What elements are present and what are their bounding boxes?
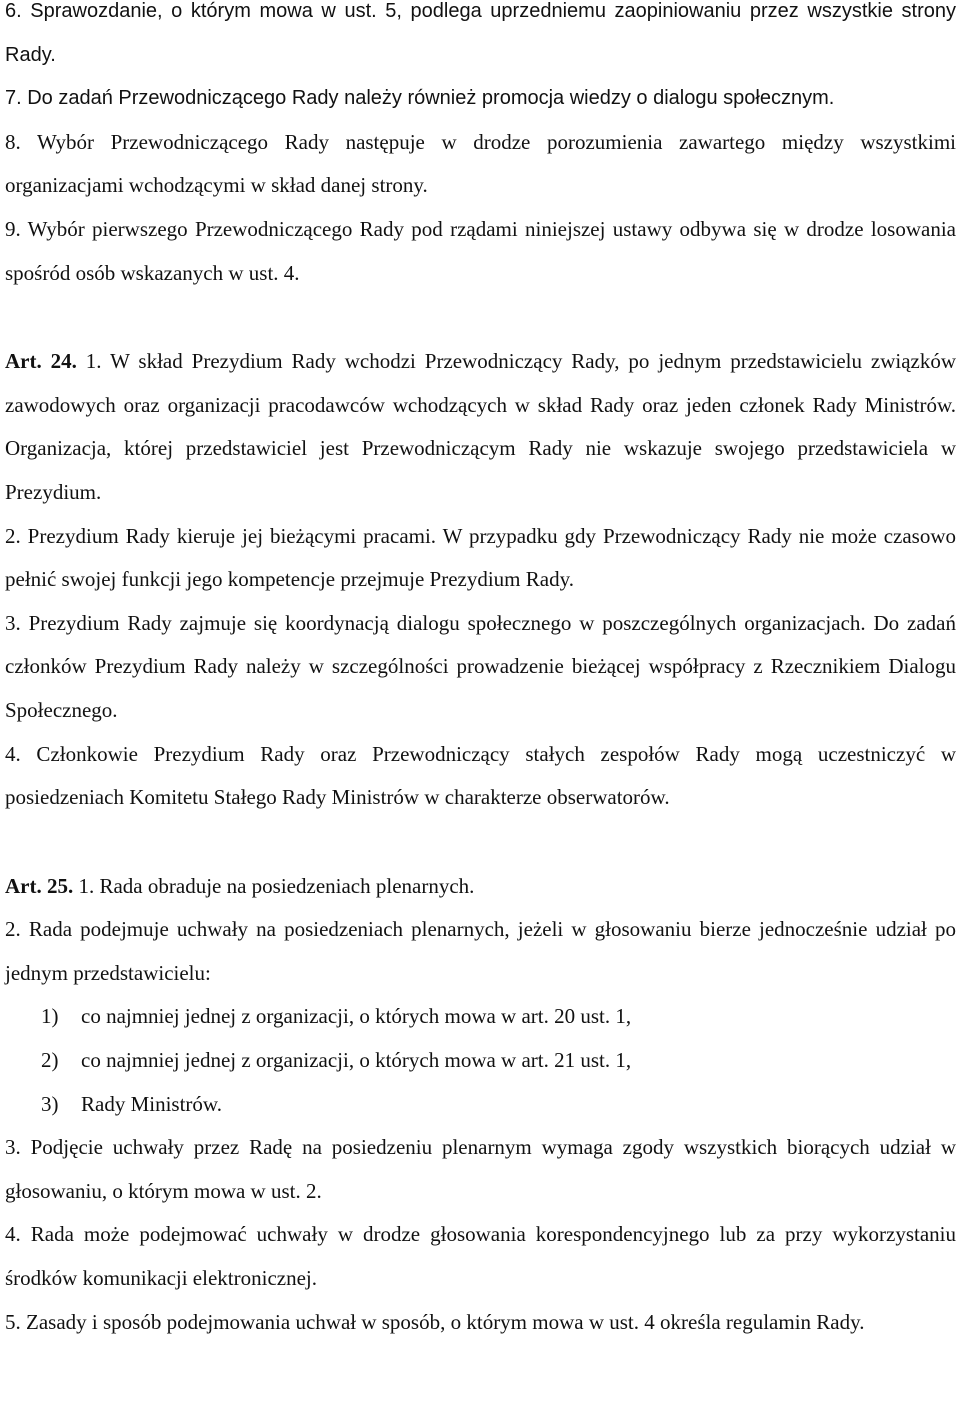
paragraph-9: 9. Wybór pierwszego Przewodniczącego Rady pod rządami niniejszej ustawy odbywa się w drodze losowania spośród osób wskazanych w ust. 4. (5, 216, 956, 285)
art-24-paragraph-1-text: 1. W skład Prezydium Rady wchodzi Przewodniczący Rady, po jednym przedstawicielu związków zawodowych oraz organizacji pracodawców wchodzących w skład Rady oraz jeden członek Rady Ministrów. Organizacja, której przedstawiciel jest Przewodniczącym Rady nie wskazuje swojego przedstawiciela w Prezydium. (5, 349, 957, 504)
art-25-heading: Art. 25. (5, 873, 74, 898)
art-25-paragraph-1 (5, 865, 956, 909)
paragraph-6: 6. Sprawozdanie, o którym mowa w ust. 5, podlega uprzedniemu zaopiniowaniu przez wszystkie strony Rady. (5, 0, 956, 66)
list-item-text: Rady Ministrów. (81, 1091, 222, 1116)
art-24-paragraph-2: 2. Prezydium Rady kieruje jej bieżącymi pracami. W przypadku gdy Przewodniczący Rady nie może czasowo pełnić swojej funkcji jego kompetencje przejmuje Prezydium Rady. (5, 523, 956, 592)
art-25-paragraph-1-text: 1. Rada obraduje na posiedzeniach plenarnych. (78, 873, 475, 898)
list-item-number: 2) (41, 1048, 59, 1073)
art-25-paragraph-2: 2. Rada podejmuje uchwały na posiedzeniach plenarnych, jeżeli w głosowaniu bierze jednocześnie udział po jednym przedstawicielu: (5, 917, 956, 985)
art-24-paragraph-4: 4. Członkowie Prezydium Rady oraz Przewodniczący stałych zespołów Rady mogą uczestniczyć w posiedzeniach Komitetu Stałego Rady Ministrów w charakterze obserwatorów. (5, 741, 956, 810)
list-item-number: 1) (41, 1004, 59, 1029)
list-item (5, 1039, 956, 1083)
paragraph-8: 8. Wybór Przewodniczącego Rady następuje w drodze porozumienia zawartego między wszystkimi organizacjami wchodzącymi w skład danej strony. (5, 129, 956, 198)
list-item-number: 3) (41, 1091, 59, 1116)
art-24-paragraph-1 (5, 340, 956, 514)
list-item-text: co najmniej jednej z organizacji, o których mowa w art. 20 ust. 1, (81, 1004, 632, 1029)
art-25-paragraph-5: 5. Zasady i sposób podejmowania uchwał w sposób, o którym mowa w ust. 4 określa regulamin Rady. (5, 1309, 865, 1334)
art-25-paragraph-3: 3. Podjęcie uchwały przez Radę na posiedzeniu plenarnym wymaga zgody wszystkich biorących udział w głosowaniu, o którym mowa w ust. 2. (5, 1135, 956, 1203)
art-24-heading: Art. 24. (5, 349, 77, 374)
art-25-paragraph-4: 4. Rada może podejmować uchwały w drodze głosowania korespondencyjnego lub za przy wykorzystaniu środków komunikacji elektronicznej. (5, 1222, 956, 1291)
list-item (5, 1083, 956, 1127)
art-25-item-list (5, 995, 956, 1126)
paragraph-7: 7. Do zadań Przewodniczącego Rady należy również promocja wiedzy o dialogu społecznym. (5, 87, 835, 110)
art-24-paragraph-3: 3. Prezydium Rady zajmuje się koordynacją dialogu społecznego w poszczególnych organizacjach. Do zadań członków Prezydium Rady należy w szczególności prowadzenie bieżącej współpracy z Rzecznikiem Dialogu Społecznego. (5, 610, 956, 722)
list-item-text: co najmniej jednej z organizacji, o których mowa w art. 21 ust. 1, (81, 1048, 632, 1073)
list-item (5, 995, 956, 1039)
